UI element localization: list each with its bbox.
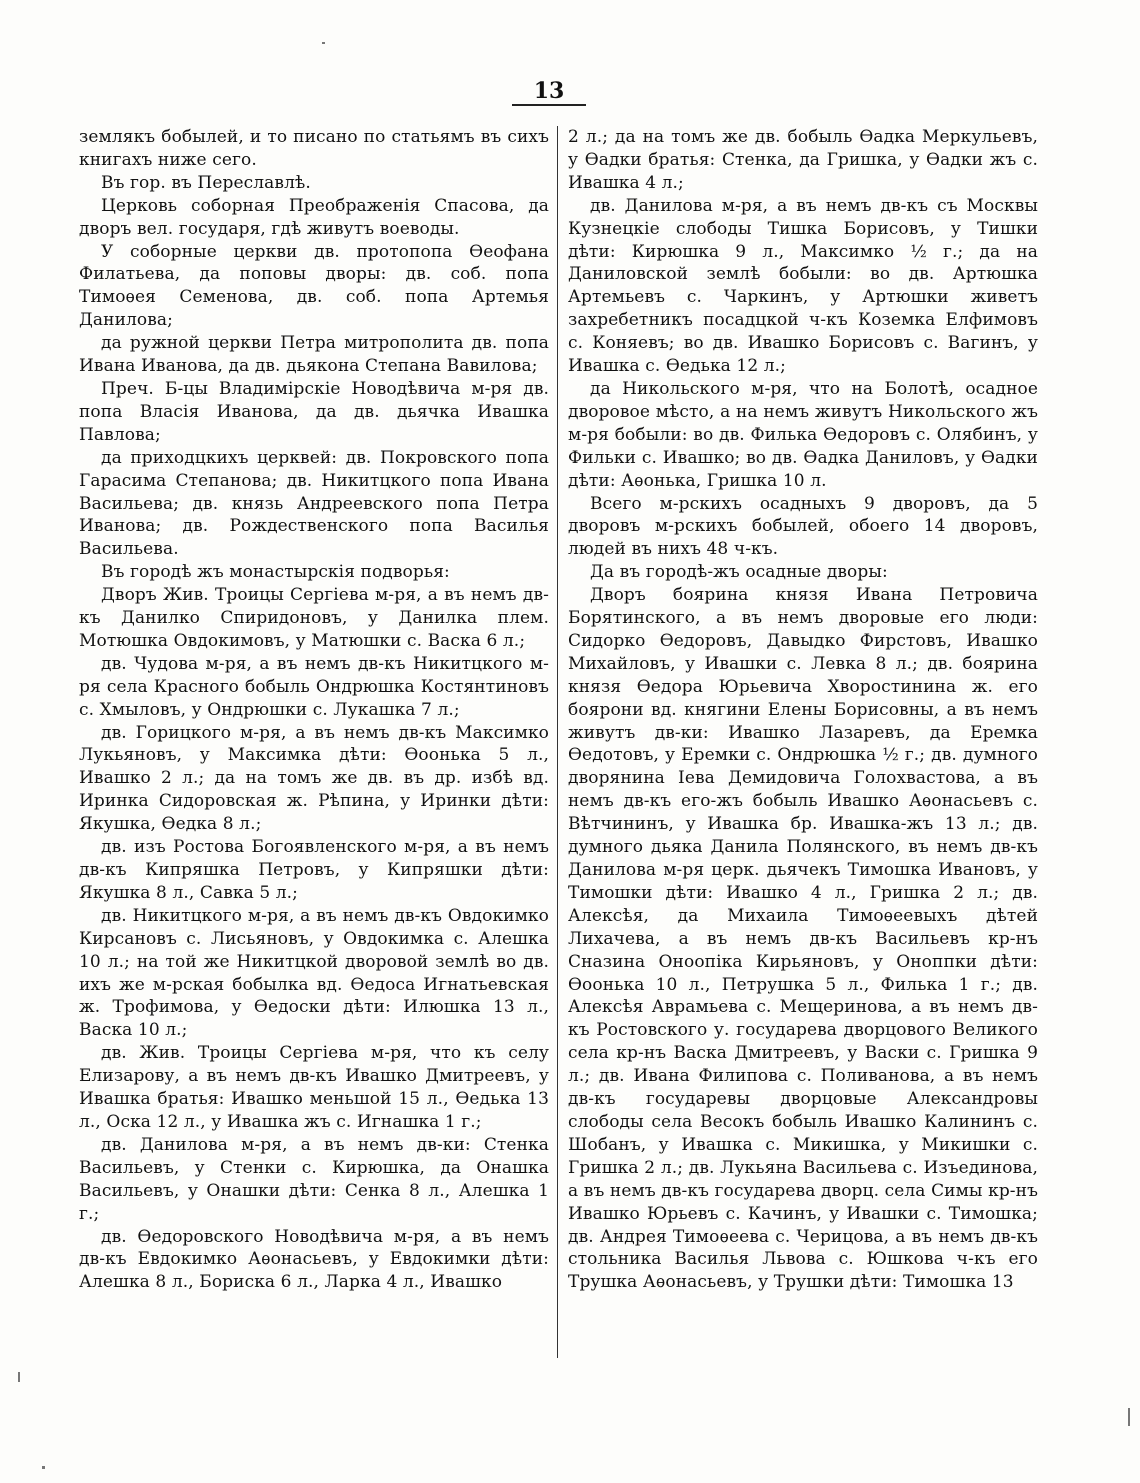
paragraph: дв. Ѳедоровского Новодѣвича м-ря, а въ немъ дв-къ Евдокимко Аѳонасьевъ, у Евдокимки дѣти: Алешка 8 л., Бориска 6 л., Ларка 4 л., Ивашко xyxy=(79,1226,549,1293)
right-column xyxy=(568,126,1038,1294)
paragraph: дв. изъ Ростова Богоявленского м-ря, а въ немъ дв-къ Кипряшка Петровъ, у Кипряшки дѣти: Якушка 8 л., Савка 5 л.; xyxy=(79,837,549,903)
page-number: 13 xyxy=(533,78,565,104)
paragraph: дв. Данилова м-ря, а въ немъ дв-ки: Стенка Васильевъ, у Стенки с. Кирюшка, да Онашка Васильевъ, у Онашки дѣти: Сенка 8 л., Алешка 1 г.; xyxy=(79,1134,549,1224)
paragraph: дв. Никитцкого м-ря, а въ немъ дв-къ Овдокимко Кирсановъ с. Лисьяновъ, у Овдокимка с. Алешка 10 л.; на той же Никитцкой дворовой землѣ во дв. ихъ же м-рская бобылка вд. Ѳедоса Игнатьевская ж. Трофимова, у Ѳедоски дѣти: Илюшка 13 л., Васка 10 л.; xyxy=(79,905,549,1041)
scan-speck xyxy=(18,1372,20,1382)
paragraph: дв. Данилова м-ря, а въ немъ дв-къ съ Москвы Кузнецкіе слободы Тишка Борисовъ, у Тишки дѣти: Кирюшка 9 л., Максимко ½ г.; да на Даниловской землѣ бобыли: во дв. Артюшка Артемьевъ с. Чаркинъ, у Артюшки живетъ захребетникъ посадцкой ч-къ Коземка Елфимовъ с. Коняевъ; во дв. Ивашко Борисовъ с. Вагинъ, у Ивашка с. Ѳедька 12 л.; xyxy=(568,195,1038,377)
paragraph: 2 л.; да на томъ же дв. бобыль Ѳадка Меркульевъ, у Ѳадки братья: Стенка, да Гришка, у Ѳадки жъ с. Ивашка 4 л.; xyxy=(568,127,1038,193)
scan-speck xyxy=(322,42,325,44)
paragraph: да приходцкихъ церквей: дв. Покровского попа Гарасима Степанова; дв. Никитцкого попа Ивана Васильева; дв. князь Андреевского попа Петра Иванова; дв. Рождественского попа Василья Васильева. xyxy=(79,447,549,560)
paragraph: Преч. Б-цы Владимірскіе Новодѣвича м-ря дв. попа Власія Иванова, да дв. дьячка Ивашка Павлова; xyxy=(79,378,549,445)
page-number-rule xyxy=(512,104,586,106)
paragraph: дв. Горицкого м-ря, а въ немъ дв-къ Максимко Лукьяновъ, у Максимка дѣти: Ѳоонька 5 л., Ивашко 2 л.; да на томъ же дв. въ др. избѣ вд. Иринка Сидоровская ж. Рѣпина, у Иринки дѣти: Якушка, Ѳедка 8 л.; xyxy=(79,722,549,835)
paragraph: Церковь соборная Преображенія Спасова, да дворъ вел. государя, гдѣ живутъ воеводы. xyxy=(79,195,549,239)
column-divider xyxy=(557,126,558,1358)
paragraph: дв. Чудова м-ря, а въ немъ дв-къ Никитцкого м-ря села Красного бобыль Ондрюшка Костянтиновъ с. Хмыловъ, у Ондрюшки с. Лукашка 7 л.; xyxy=(79,653,549,720)
scan-speck xyxy=(42,1466,45,1469)
left-column xyxy=(79,126,549,1294)
paragraph: Въ гор. въ Переславлѣ. xyxy=(101,172,311,193)
paragraph: Дворъ Жив. Троицы Сергіева м-ря, а въ немъ дв-къ Данилко Спиридоновъ, у Данилка плем. Мотюшка Овдокимовъ, у Матюшки с. Васка 6 л.; xyxy=(79,585,549,651)
paragraph: Въ городѣ жъ монастырскія подворья: xyxy=(101,562,450,583)
paragraph: да ружной церкви Петра митрополита дв. попа Ивана Иванова, да дв. дьякона Степана Вавилова; xyxy=(79,333,549,377)
paragraph: дв. Жив. Троицы Сергіева м-ря, что къ селу Елизарову, а въ немъ дв-къ Ивашко Дмитреевъ, у Ивашка братья: Ивашко меньшой 15 л., Ѳедька 13 л., Оска 12 л., у Ивашка жъ с. Игнашка 1 г.; xyxy=(79,1043,549,1132)
paragraph: Всего м-рскихъ осадныхъ 9 дворовъ, да 5 дворовъ м-рскихъ бобылей, обоего 14 дворовъ, людей въ нихъ 48 ч-къ. xyxy=(568,493,1038,560)
paragraph: Да въ городѣ-жъ осадные дворы: xyxy=(590,562,888,583)
paragraph: У соборные церкви дв. протопопа Ѳеофана Филатьева, да поповы дворы: дв. соб. попа Тимоѳея Семенова, дв. соб. попа Артемья Данилова; xyxy=(79,241,549,331)
paragraph: Дворъ боярина князя Ивана Петровича Борятинского, а въ немъ дворовые его люди: Сидорко Ѳедоровъ, Давыдко Фирстовъ, Ивашко Михайловъ, у Ивашки с. Левка 8 л.; дв. боярина князя Ѳедора Юрьевича Хворостинина ж. его боярони вд. княгини Елены Борисовны, а въ немъ живутъ дв-ки: Ивашко Лазаревъ, да Еремка Ѳедотовъ, у Еремки с. Ондрюшка ½ г.; дв. думного дворянина Іева Демидовича Голохвастова, а въ немъ дв-къ его-жъ бобыль Ивашко Аѳонасьевъ с. Вѣтчининъ, у Ивашка бр. Ивашка-жъ 13 л.; дв. думного дьяка Данила Полянского, въ немъ дв-къ Данилова м-ря церк. дьячекъ Тимошка Ивановъ, у Тимошки дѣти: Ивашко 4 л., Гришка 2 л.; дв. Алексѣя, да Михаила Тимоѳеевыхъ дѣтей Лихачева, а въ немъ дв-къ Васильевъ кр-нъ Сназина Оноопіка Кирьяновъ, у Оноппки дѣти: Ѳоонька 10 л., Петрушка 5 л., Филька 1 г.; дв. Алексѣя Аврамьева с. Мещеринова, а въ немъ дв-къ Ростовского у. государева дворцового Великого села кр-нъ Васка Дмитреевъ, у Васки с. Гришка 9 л.; дв. Ивана Филипова с. Поливанова, а въ немъ дв-къ государевы дворцовые Александровы слободы села Весокъ бобыль Ивашко Калининъ с. Шобанъ, у Ивашка с. Микишка, у Микишки с. Гришка 2 л.; дв. Лукьяна Васильева с. Изъединова, а въ немъ дв-къ государева дворц. села Симы кр-нъ Ивашко Юрьевъ с. Качинъ, у Ивашки с. Тимошка; дв. Андрея Тимоѳеева с. Черицова, а въ немъ дв-къ стольника Василья Львова с. Юшкова ч-къ его Трушка Аѳонасьевъ, у Трушки дѣти: Тимошка 13 xyxy=(568,585,1038,1293)
scan-speck xyxy=(1128,1408,1130,1426)
paragraph: да Никольского м-ря, что на Болотѣ, осадное дворовое мѣсто, а на немъ живутъ Никольского жъ м-ря бобыли: во дв. Филька Ѳедоровъ с. Олябинъ, у Фильки с. Ивашко; во дв. Ѳадка Даниловъ, у Ѳадки дѣти: Аѳонька, Гришка 10 л. xyxy=(568,378,1038,491)
paragraph: землякъ бобылей, и то писано по статьямъ въ сихъ книгахъ ниже сего. xyxy=(79,127,549,170)
